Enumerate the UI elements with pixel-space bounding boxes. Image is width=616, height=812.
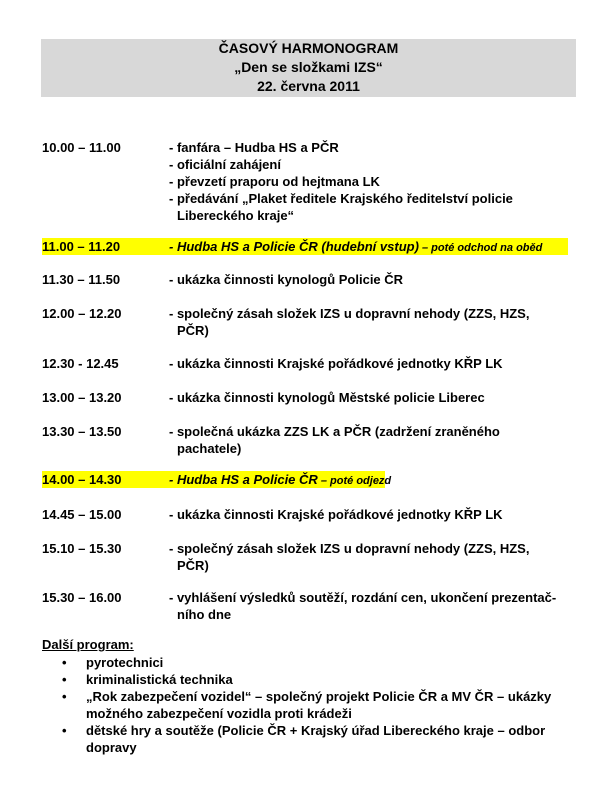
schedule-item: - ukázka činnosti Krajské pořádkové jednotky KŘP LK — [169, 507, 503, 522]
schedule-item: - ukázka činnosti Krajské pořádkové jednotky KŘP LK — [169, 356, 503, 371]
schedule-time: 11.00 – 11.20 — [42, 239, 121, 254]
schedule-item: - společná ukázka ZZS LK a PČR (zadržení zraněného — [169, 424, 500, 439]
schedule-time: 13.30 – 13.50 — [42, 424, 122, 439]
schedule-item: - společný zásah složek IZS u dopravní nehody (ZZS, HZS, — [169, 306, 530, 321]
schedule-item: - ukázka činnosti kynologů Policie ČR — [169, 272, 404, 287]
schedule-item: - fanfára – Hudba HS a PČR — [169, 140, 339, 155]
schedule-item: - předávání „Plaket ředitele Krajského ředitelství policie — [169, 191, 513, 206]
schedule-item-main: - Hudba HS a Policie ČR (hudební vstup) — [169, 239, 419, 254]
schedule-item: ního dne — [177, 607, 232, 622]
schedule-item: PČR) — [177, 323, 209, 338]
schedule-time: 11.30 – 11.50 — [42, 272, 121, 287]
list-item: • kriminalistická technika — [62, 671, 582, 688]
schedule-time: 14.00 – 14.30 — [42, 472, 122, 487]
document-header — [41, 39, 576, 97]
schedule-time: 15.30 – 16.00 — [42, 590, 122, 605]
schedule-time: 10.00 – 11.00 — [42, 140, 121, 155]
schedule-item: PČR) — [177, 558, 209, 573]
schedule-item: - ukázka činnosti kynologů Městské policie Liberec — [169, 390, 485, 405]
schedule-item-note: – poté odchod na oběd — [418, 242, 543, 254]
schedule-time: 12.30 - 12.45 — [42, 356, 119, 371]
schedule-time: 12.00 – 12.20 — [42, 306, 122, 321]
header-event-name: „Den se složkami IZS“ — [234, 59, 383, 75]
schedule-item: - převzetí praporu od hejtmana LK — [169, 174, 380, 189]
header-title: ČASOVÝ HARMONOGRAM — [218, 40, 399, 56]
schedule-item: - oficiální zahájení — [169, 157, 281, 172]
section-title-further-program: Další program: — [42, 637, 134, 652]
schedule-item: - společný zásah složek IZS u dopravní nehody (ZZS, HZS, — [169, 541, 530, 556]
schedule-item: pachatele) — [177, 441, 242, 456]
list-item: • pyrotechnici — [62, 654, 582, 671]
schedule-item-note: – poté odjezd — [317, 475, 392, 487]
list-item: • dětské hry a soutěže (Policie ČR + Krajský úřad Libereckého kraje – odbor dopravy — [62, 722, 582, 756]
schedule-time: 15.10 – 15.30 — [42, 541, 122, 556]
schedule-item-highlight — [169, 238, 542, 257]
schedule-item-main: - Hudba HS a Policie ČR — [169, 472, 318, 487]
schedule-time: 14.45 – 15.00 — [42, 507, 122, 522]
header-date: 22. června 2011 — [257, 78, 360, 94]
further-program-list — [62, 654, 582, 756]
schedule-item: Libereckého kraje“ — [177, 208, 295, 223]
schedule-item-highlight — [169, 471, 391, 490]
list-item: • „Rok zabezpečení vozidel“ – společný projekt Policie ČR a MV ČR – ukázky možného zabezpečení vozidla proti krádeži — [62, 688, 582, 722]
schedule-item: - vyhlášení výsledků soutěží, rozdání cen, ukončení prezentač- — [169, 590, 557, 605]
schedule-time: 13.00 – 13.20 — [42, 390, 122, 405]
